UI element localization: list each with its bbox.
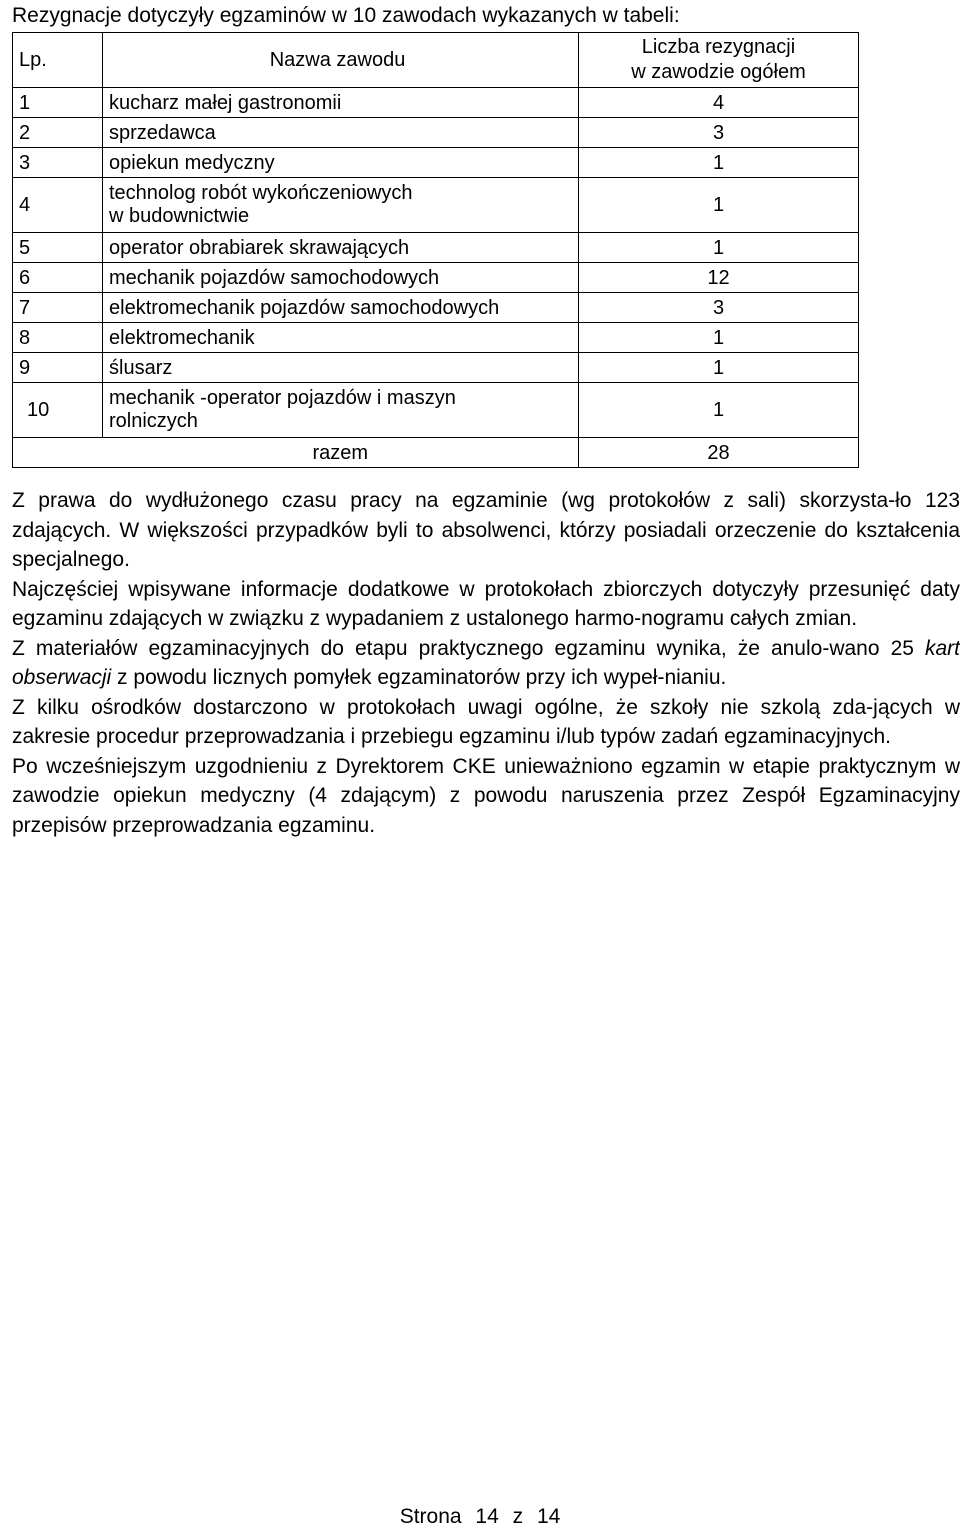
row-lp: 10 xyxy=(13,383,103,438)
row-name: ślusarz xyxy=(103,353,579,383)
table-header-row xyxy=(13,33,859,88)
paragraph-protocol-info: Najczęściej wpisywane informacje dodatkowe w protokołach zbiorczych dotyczyły przesunięć daty egzaminu zdających w związku z wypadaniem z ustalonego harmo-nogramu całych zmian. xyxy=(12,577,960,630)
header-count xyxy=(579,33,859,88)
header-count-line1: Liczba rezygnacji xyxy=(641,36,796,58)
paragraph-exam-annulled: Po wcześniejszym uzgodnieniu z Dyrektorem CKE unieważniono egzamin w etapie praktycznym w zawodzie opiekun medyczny (4 zdającym) z powodu naruszenia przez Zespół Egzaminacyjny przepisów przeprowadzania egzaminu. xyxy=(12,754,960,837)
row-lp: 7 xyxy=(13,293,103,323)
row-lp: 4 xyxy=(13,178,103,233)
table-row xyxy=(13,323,859,353)
row-lp: 3 xyxy=(13,148,103,178)
row-name-line1: mechanik -operator pojazdów i maszyn xyxy=(109,387,456,409)
table-total-row xyxy=(13,438,859,468)
row-count: 1 xyxy=(579,148,859,178)
header-lp: Lp. xyxy=(13,33,103,88)
row-count: 3 xyxy=(579,293,859,323)
page-footer xyxy=(0,1504,960,1530)
paragraph-cancelled-cards xyxy=(12,634,960,693)
row-name: kucharz małej gastronomii xyxy=(103,88,579,118)
row-count: 1 xyxy=(579,383,859,438)
resignations-table xyxy=(12,32,859,468)
paragraph-general-remarks: Z kilku ośrodków dostarczono w protokołach uwagi ogólne, że szkoły nie szkolą zda-jących w zakresie procedur przeprowadzania i przebiegu egzaminu i/lub typów zadań egzaminacyjnych. xyxy=(12,695,960,748)
row-lp: 9 xyxy=(13,353,103,383)
row-count: 1 xyxy=(579,353,859,383)
table-row xyxy=(13,353,859,383)
row-lp: 8 xyxy=(13,323,103,353)
p3-before: Z materiałów egzaminacyjnych do etapu praktycznego egzaminu wynika, że anulo-wano 25 xyxy=(12,636,925,660)
table-row xyxy=(13,293,859,323)
footer-total-pages: 14 xyxy=(536,1505,561,1528)
row-name: sprzedawca xyxy=(103,118,579,148)
intro-sentence: Rezygnacje dotyczyły egzaminów w 10 zawodach wykazanych w tabeli: xyxy=(12,4,680,27)
paragraph-extended-time: Z prawa do wydłużonego czasu pracy na egzaminie (wg protokołów z sali) skorzysta-ło 123 zdających. W większości przypadków byli to absolwenci, którzy posiadali orzeczenie do kształcenia specjalnego. xyxy=(12,489,960,571)
total-blank-cell xyxy=(13,438,103,468)
footer-page-number: 14 xyxy=(475,1505,499,1528)
table-row xyxy=(13,118,859,148)
row-name xyxy=(103,178,579,233)
table-row xyxy=(13,263,859,293)
row-count: 3 xyxy=(579,118,859,148)
row-name-line1: technolog robót wykończeniowych xyxy=(109,182,413,204)
row-name xyxy=(103,383,579,438)
row-name: mechanik pojazdów samochodowych xyxy=(103,263,579,293)
body-text xyxy=(12,486,960,840)
row-name: opiekun medyczny xyxy=(103,148,579,178)
total-value: 28 xyxy=(579,438,859,468)
row-lp: 6 xyxy=(13,263,103,293)
table-row xyxy=(13,148,859,178)
table-row xyxy=(13,178,859,233)
row-count: 4 xyxy=(579,88,859,118)
table-row xyxy=(13,233,859,263)
footer-of: z xyxy=(512,1505,524,1528)
row-name: elektromechanik xyxy=(103,323,579,353)
total-label: razem xyxy=(103,438,579,468)
table-row xyxy=(13,88,859,118)
footer-label: Strona xyxy=(399,1505,462,1528)
row-lp: 2 xyxy=(13,118,103,148)
header-name: Nazwa zawodu xyxy=(103,33,579,88)
row-name: elektromechanik pojazdów samochodowych xyxy=(103,293,579,323)
row-count: 12 xyxy=(579,263,859,293)
row-name: operator obrabiarek skrawających xyxy=(103,233,579,263)
row-name-line2: rolniczych xyxy=(109,410,198,432)
row-count: 1 xyxy=(579,178,859,233)
p3-after: z powodu licznych pomyłek egzaminatorów przy ich wypeł-nianiu. xyxy=(111,666,727,689)
row-count: 1 xyxy=(579,233,859,263)
header-count-line2: w zawodzie ogółem xyxy=(631,61,806,83)
row-lp: 5 xyxy=(13,233,103,263)
p3-italic: kart obserwacji xyxy=(12,636,960,689)
row-name-line2: w budownictwie xyxy=(109,205,250,227)
row-count: 1 xyxy=(579,323,859,353)
table-row xyxy=(13,383,859,438)
row-lp: 1 xyxy=(13,88,103,118)
